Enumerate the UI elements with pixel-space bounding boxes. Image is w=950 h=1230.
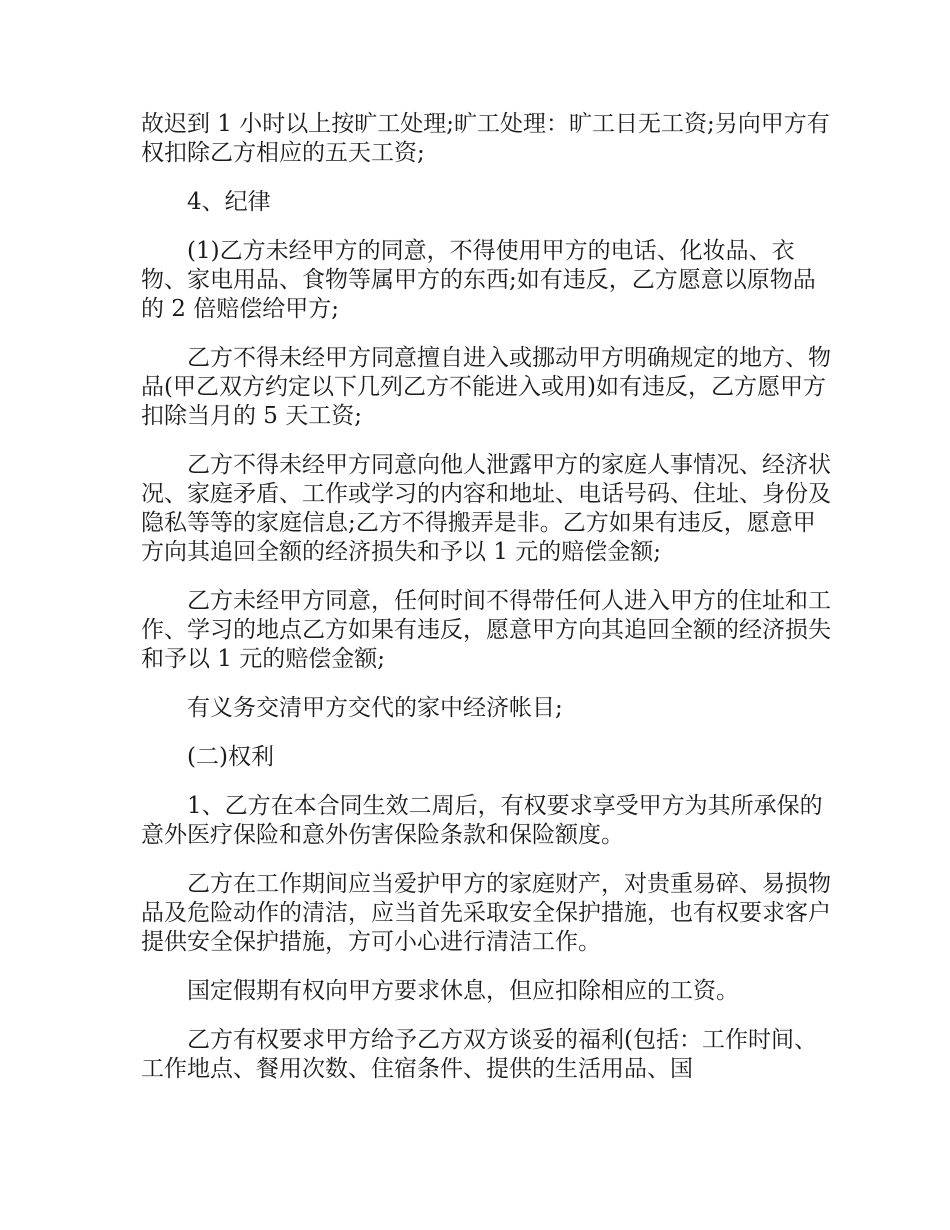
- paragraph-insurance: 1、乙方在本合同生效二周后，有权要求享受甲方为其所承保的意外医疗保险和意外伤害保险条款和保险额度。: [141, 793, 823, 848]
- paragraph-property-care: 乙方在工作期间应当爱护甲方的家庭财产，对贵重易碎、易损物品及危险动作的清洁，应当首先采取安全保护措施，也有权要求客户提供安全保护措施，方可小心进行清洁工作。: [141, 871, 831, 955]
- section-heading-rights: (二)权利: [187, 744, 274, 770]
- paragraph-holidays: 国定假期有权向甲方要求休息，但应扣除相应的工资。: [187, 978, 739, 1004]
- paragraph-no-visitors: 乙方未经甲方同意，任何时间不得带任何人进入甲方的住址和工作、学习的地点乙方如果有违反，愿意甲方向其追回全额的经济损失和予以 1 元的赔偿金额;: [141, 588, 831, 672]
- paragraph-benefits: 乙方有权要求甲方给予乙方双方谈妥的福利(包括：工作时间、工作地点、餐用次数、住宿条件、提供的生活用品、国: [141, 1027, 817, 1082]
- paragraph-no-use-of-belongings: (1)乙方未经甲方的同意，不得使用甲方的电话、化妆品、衣物、家电用品、食物等属甲方的东西;如有违反，乙方愿意以原物品的 2 倍赔偿给甲方;: [141, 238, 816, 322]
- paragraph-restricted-areas: 乙方不得未经甲方同意擅自进入或挪动甲方明确规定的地方、物品(甲乙双方约定以下几列乙方不能进入或用)如有违反，乙方愿甲方扣除当月的 5 天工资;: [141, 345, 831, 429]
- paragraph-continuation-absence: 故迟到 1 小时以上按旷工处理;旷工处理：旷工日无工资;另向甲方有权扣除乙方相应的五天工资;: [141, 111, 830, 166]
- paragraph-privacy: 乙方不得未经甲方同意向他人泄露甲方的家庭人事情况、经济状况、家庭矛盾、工作或学习的内容和地址、电话号码、住址、身份及隐私等等的家庭信息;乙方不得搬弄是非。乙方如果有违反，愿意甲方向其追回全额的经济损失和予以 1 元的赔偿金额;: [141, 452, 831, 565]
- document-body: [141, 110, 831, 1104]
- paragraph-accounts: 有义务交清甲方交代的家中经济帐目;: [187, 695, 563, 721]
- section-heading-discipline: 4、纪律: [187, 189, 271, 215]
